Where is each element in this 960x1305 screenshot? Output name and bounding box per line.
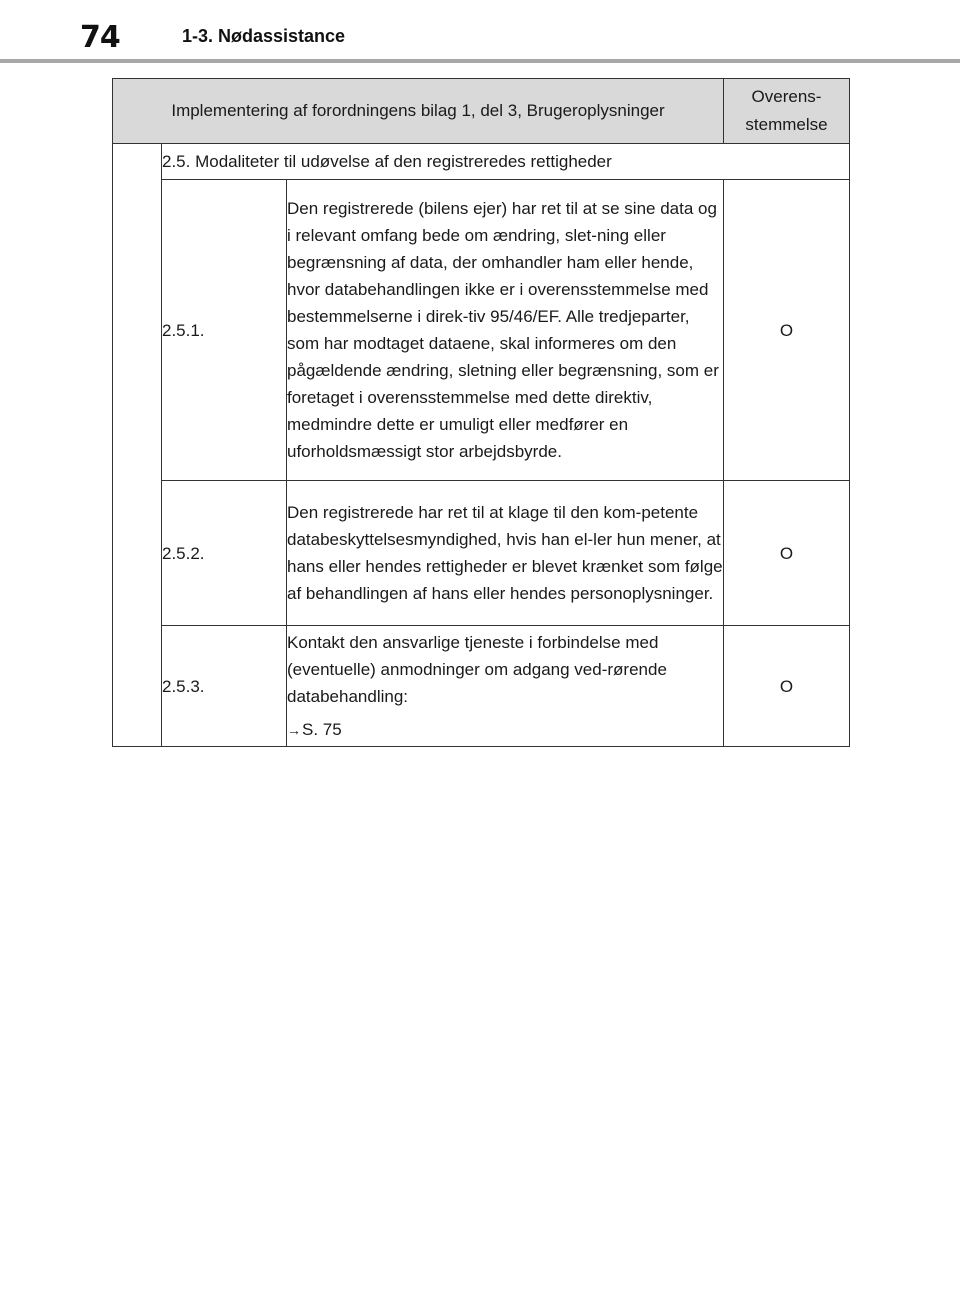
column-header-conformity-line1: Overens- — [751, 87, 822, 106]
row-description: Den registrerede har ret til at klage til den kom-petente databeskyttelsesmyndighed, hvis han el-ler hun mener, at hans eller hendes rettigheder er blevet krænket som følge af behandlingen af hans eller hendes personoplysninger. — [287, 481, 724, 626]
table-row-group — [113, 144, 850, 180]
table-header-row — [113, 79, 850, 144]
column-header-conformity-line2: stemmelse — [745, 115, 828, 134]
row-conformity: O — [724, 180, 850, 481]
row-description — [287, 626, 724, 747]
user-information-table — [112, 78, 850, 747]
table-row — [113, 626, 850, 747]
row-number: 2.5.2. — [162, 481, 287, 626]
row-number: 2.5.3. — [162, 626, 287, 747]
row-description: Den registrerede (bilens ejer) har ret til at se sine data og i relevant omfang bede om ændring, slet-ning eller begrænsning af data, der omhandler ham eller hende, hvor databehandlingen ikke er i overensstemmelse med bestemmelserne i direk-tiv 95/46/EF. Alle tredjeparter, som har modtaget dataene, skal informeres om den pågældende ændring, sletning eller begrænsning, som er foretaget i overensstemmelse med dette direktiv, medmindre dette er umuligt eller medfører en uforholdsmæssigt stor arbejdsbyrde. — [287, 180, 724, 481]
table-row — [113, 180, 850, 481]
column-header-implementation: Implementering af forordningens bilag 1, del 3, Brugeroplysninger — [113, 79, 724, 144]
page-number: 74 — [80, 20, 120, 55]
row-conformity: O — [724, 626, 850, 747]
group-title: 2.5. Modaliteter til udøvelse af den registreredes rettigheder — [162, 144, 850, 180]
right-arrow-icon: → — [287, 721, 301, 738]
row-description-text: Kontakt den ansvarlige tjeneste i forbindelse med (eventuelle) anmodninger om adgang ved-rørende databehandling: — [287, 632, 667, 706]
page-reference-text: S. 75 — [302, 719, 342, 739]
table-row — [113, 481, 850, 626]
row-conformity: O — [724, 481, 850, 626]
page-header — [0, 0, 960, 64]
row-number: 2.5.1. — [162, 180, 287, 481]
column-header-conformity — [724, 79, 850, 144]
section-title: 1-3. Nødassistance — [182, 26, 346, 46]
header-divider — [0, 59, 960, 63]
indent-cell — [113, 144, 162, 747]
page-reference-link[interactable] — [287, 716, 723, 744]
